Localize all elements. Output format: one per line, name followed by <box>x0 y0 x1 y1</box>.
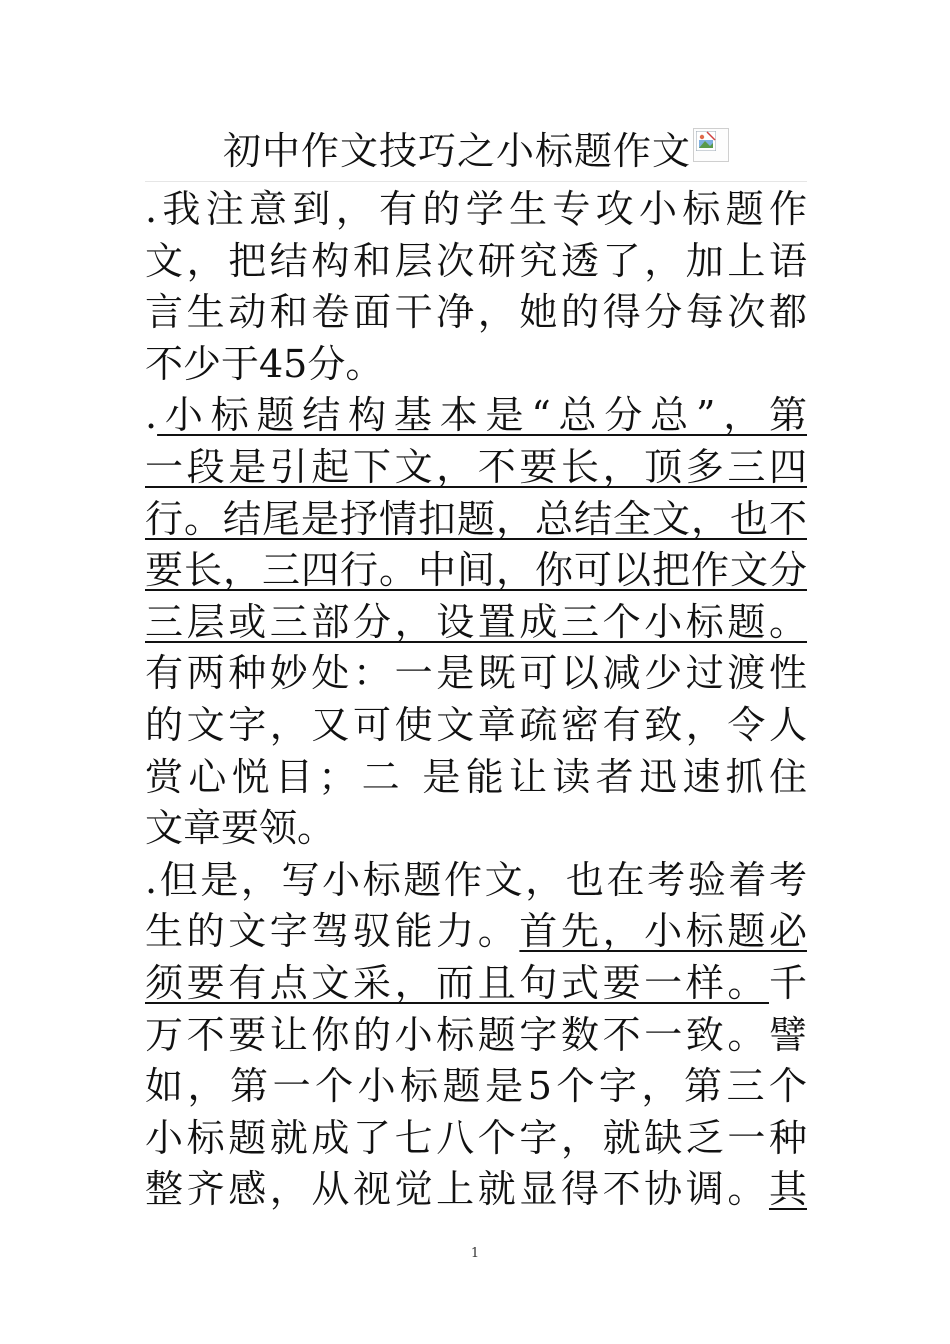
text-segment: .我注意到，有的学生专攻小标题作 <box>145 187 807 231</box>
underlined-text: 须要有点文采，而且句式要一样。 <box>145 960 769 1005</box>
underlined-text: 三层或三部分，设置成三个小标题。 <box>145 599 807 644</box>
text-segment: 言生动和卷面干净，她的得分每次都 <box>145 290 807 335</box>
underlined-text: 一段是引起下文，不要长，顶多三四 <box>145 444 807 489</box>
text-line <box>145 648 807 700</box>
text-line <box>145 390 807 442</box>
text-line <box>145 1010 807 1062</box>
text-line <box>145 752 807 804</box>
text-line <box>145 1164 807 1216</box>
text-line <box>145 1061 807 1113</box>
page-number: 1 <box>470 1246 480 1261</box>
text-segment: . <box>145 393 158 438</box>
text-line <box>145 906 807 958</box>
text-segment: 生的文字驾驭能力。 <box>145 909 520 954</box>
text-line <box>145 855 807 907</box>
text-line <box>145 494 807 546</box>
text-line <box>145 287 807 339</box>
broken-image-icon <box>693 128 729 162</box>
text-segment: 整齐感，从视觉上就显得不协调。 <box>145 1167 769 1212</box>
text-segment: .但是，写小标题作文，也在考验着考 <box>145 857 807 902</box>
document-body <box>145 184 807 1216</box>
text-line <box>145 700 807 752</box>
underlined-text: 首先，小标题必 <box>519 909 807 954</box>
text-segment: 如，第一个小标题是5个字，第三个 <box>145 1064 807 1109</box>
title-row <box>145 122 807 180</box>
text-line <box>145 597 807 649</box>
underlined-text: 小标题结构基本是“总分总”，第 <box>157 393 807 438</box>
underlined-text: 行。结尾是抒情扣题，总结全文，也不 <box>145 496 807 541</box>
text-segment: 文章要领。 <box>145 806 336 851</box>
text-line <box>145 184 807 236</box>
text-segment: 万不要让你的小标题字数不一致。譬 <box>145 1012 807 1057</box>
document-title: 初中作文技巧之小标题作文 <box>222 129 691 173</box>
text-line <box>145 803 807 855</box>
text-line <box>145 958 807 1010</box>
text-segment: 小标题就成了七八个字，就缺乏一种 <box>145 1115 807 1160</box>
text-segment: 文，把结构和层次研究透了，加上语 <box>145 238 807 283</box>
underlined-text: 其 <box>768 1167 807 1212</box>
text-line <box>145 339 807 391</box>
text-line <box>145 1113 807 1165</box>
text-line <box>145 442 807 494</box>
text-segment: 赏心悦目；二 是能让读者迅速抓住 <box>145 754 807 799</box>
text-line <box>145 236 807 288</box>
title-divider <box>145 181 807 182</box>
text-segment: 不少于45分。 <box>145 341 384 386</box>
underlined-text: 要长，三四行。中间，你可以把作文分 <box>145 548 807 593</box>
text-segment: 的文字，又可使文章疏密有致，令人 <box>145 702 807 747</box>
text-segment: 千 <box>768 960 807 1005</box>
text-segment: 有两种妙处：一是既可以减少过渡性 <box>145 651 807 696</box>
text-line <box>145 545 807 597</box>
